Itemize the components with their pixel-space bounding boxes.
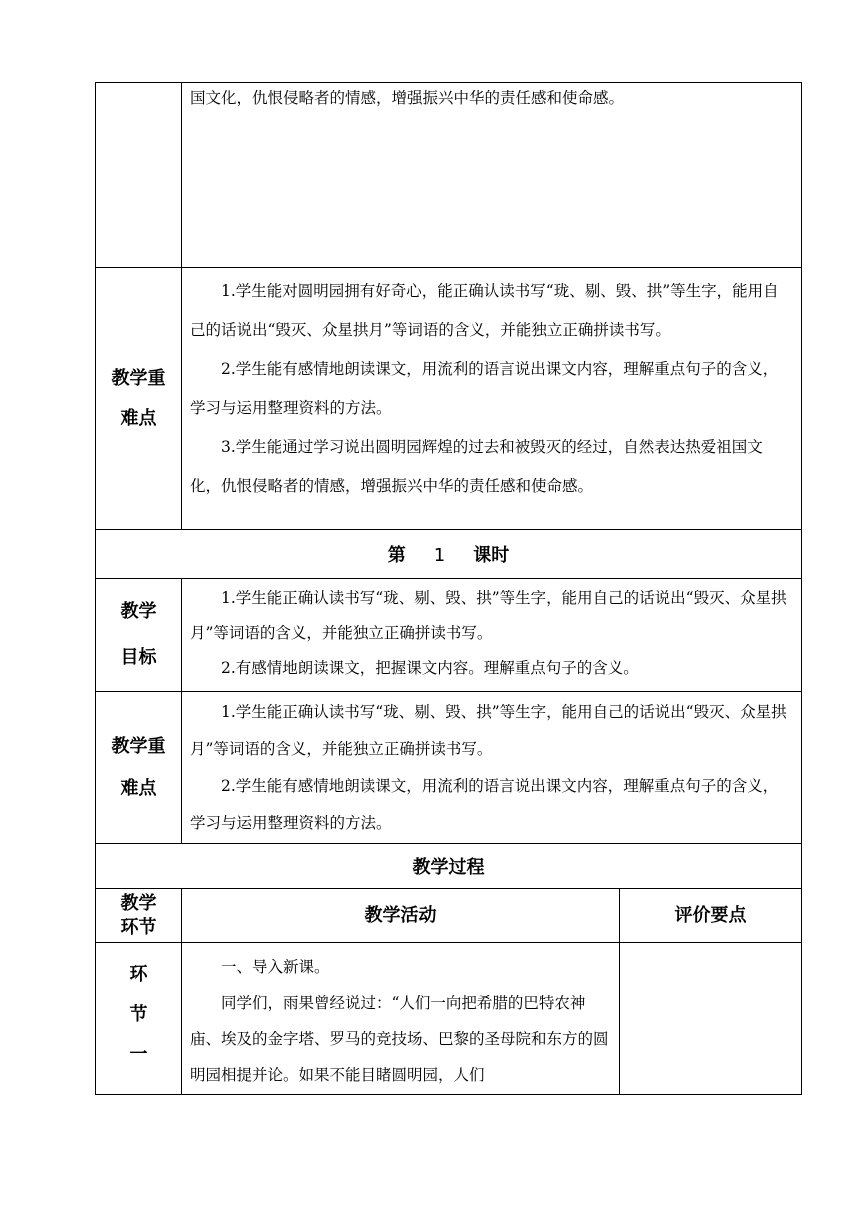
col-header-activity: 教学活动 [182,889,620,943]
step-activity [182,943,620,1095]
lesson-objectives-content [182,579,802,692]
objectives-continuation-cell [182,83,802,268]
lesson-objective-item: 2.有感情地朗读课文，把握课文内容。理解重点句子的含义。 [221,659,639,677]
lesson-difficulty-label [96,692,182,844]
lesson-suffix: 课时 [473,545,510,566]
objectives-continuation-label-cell [96,83,182,268]
lesson-difficulty-label-line2: 难点 [120,777,157,799]
objectives-continuation-row [96,83,802,268]
process-step-row [96,943,802,1095]
lesson-difficulty-label-line1: 教学重 [111,735,166,757]
process-title-row [96,844,802,889]
lesson-plan-document [95,82,801,1095]
lesson-objective-item: 1.学生能正确认读书写“珑、剔、毁、拱”等生字，能用自己的话说出“毁灭、众星拱月”等词语的含义，并能独立正确拼读书写。 [190,589,787,642]
lesson-prefix: 第 [387,545,406,566]
col-header-eval: 评价要点 [620,889,802,943]
lesson-objectives-label-line1: 教学 [120,601,157,622]
key-difficulty-item: 1.学生能对圆明园拥有好奇心，能正确认读书写“珑、剔、毁、拱”等生字，能用自己的话说出“毁灭、众星拱月”等词语的含义，并能独立正确拼读书写。 [190,282,779,339]
lesson-objectives-label-line2: 目标 [120,647,157,668]
step-label-char: 节 [129,1004,148,1025]
objectives-continuation-text: 国文化，仇恨侵略者的情感，增强振兴中华的责任感和使命感。 [190,89,625,107]
lesson-number: 1 [433,545,446,566]
lesson-heading-row [96,530,802,579]
lesson-difficulty-content [182,692,802,844]
key-difficulty-label-line1: 教学重 [111,367,166,389]
step-label-char: 环 [129,964,148,985]
col-header-step-line1: 教学 [120,892,157,914]
key-difficulty-item: 3.学生能通过学习说出圆明园辉煌的过去和被毁灭的经过，自然表达热爱祖国文化，仇恨侵略者的情感，增强振兴中华的责任感和使命感。 [190,438,763,495]
process-header-row [96,889,802,943]
step-label [96,943,182,1095]
col-header-step-line2: 环节 [120,916,157,938]
key-difficulty-label [96,268,182,530]
col-header-step [96,889,182,943]
step-label-char: 一 [129,1044,148,1065]
lesson-difficulty-row [96,692,802,844]
key-difficulty-label-line2: 难点 [120,407,157,429]
lesson-objectives-row [96,579,802,692]
lesson-objectives-label [96,579,182,692]
key-difficulty-content [182,268,802,530]
process-title: 教学过程 [96,844,802,889]
key-difficulty-row [96,268,802,530]
lesson-plan-table [95,82,802,1095]
lesson-heading [96,530,802,579]
activity-text: 同学们，雨果曾经说过：“人们一向把希腊的巴特农神庙、埃及的金字塔、罗马的竞技场、巴黎的圣母院和东方的圆明园相提并论。如果不能目睹圆明园，人们 [190,994,609,1084]
step-eval [620,943,802,1095]
lesson-difficulty-item: 2.学生能有感情地朗读课文，用流利的语言说出课文内容，理解重点句子的含义，学习与运用整理资料的方法。 [190,777,779,832]
key-difficulty-item: 2.学生能有感情地朗读课文，用流利的语言说出课文内容，理解重点句子的含义，学习与运用整理资料的方法。 [190,360,779,417]
activity-heading: 一、导入新课。 [221,958,330,976]
lesson-difficulty-item: 1.学生能正确认读书写“珑、剔、毁、拱”等生字，能用自己的话说出“毁灭、众星拱月”等词语的含义，并能独立正确拼读书写。 [190,703,787,758]
